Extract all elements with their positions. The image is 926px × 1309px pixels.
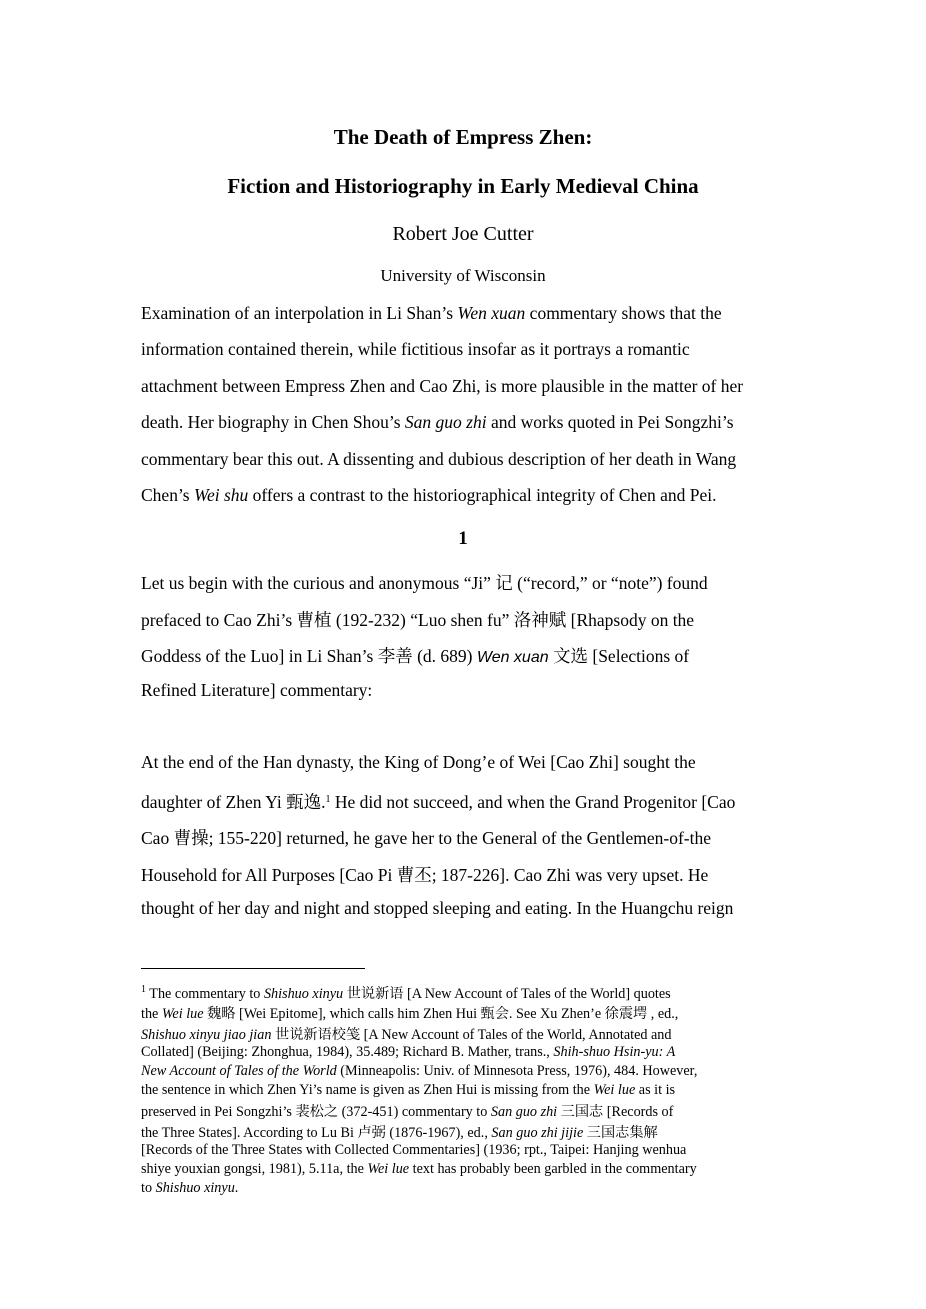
section-number: 1 (458, 528, 468, 549)
abstract-line: commentary bear this out. A dissenting and dubious description of her death in Wang (141, 449, 737, 469)
footnote-ref[interactable]: 1 (325, 794, 331, 805)
abstract-line: attachment between Empress Zhen and Cao Zhi, is more plausible in the matter of her (141, 376, 744, 396)
footnote-line: the sentence in which Zhen Yi’s name is given as Zhen Hui is missing from the Wei lue as it is (141, 1082, 676, 1098)
author-affiliation: University of Wisconsin (380, 266, 546, 285)
abstract-line: Chen’s Wei shu offers a contrast to the historiographical integrity of Chen and Pei. (141, 485, 717, 505)
paper-title: The Death of Empress Zhen: (333, 125, 593, 149)
abstract-line: Examination of an interpolation in Li Shan’s Wen xuan commentary shows that the (141, 303, 722, 323)
footnote-line: the Three States]. According to Lu Bi 卢弼 (1876-1967), ed., San guo zhi jijie 三国志集解 (141, 1125, 658, 1141)
footnote-line: $^1$ The commentary to Shishuo xinyu 世说新语 [A New Account of Tales of the World] quotes (141, 984, 671, 1002)
body-line: Goddess of the Luo] in Li Shan’s 李善 (d. 689) Wen xuan 文选 [Selections of (141, 646, 690, 666)
footnote-line: [Records of the Three States with Collected Commentaries] (1936; rpt., Taipei: Hanjing wenhua (141, 1142, 687, 1158)
footnote-line: Collated] (Beijing: Zhonghua, 1984), 35.489; Richard B. Mather, trans., Shih-shuo Hsin-yu: A (141, 1044, 676, 1060)
paper-subtitle: Fiction and Historiography in Early Medieval China (227, 174, 699, 198)
author-name: Robert Joe Cutter (392, 223, 534, 245)
abstract-line: death. Her biography in Chen Shou’s San guo zhi and works quoted in Pei Songzhi’s (141, 412, 734, 432)
footnote-line: to Shishuo xinyu. (141, 1180, 239, 1196)
quote-line: Household for All Purposes [Cao Pi 曹丕; 187-226]. Cao Zhi was very upset. He (141, 865, 709, 885)
body-line: prefaced to Cao Zhi’s 曹植 (192-232) “Luo shen fu” 洛神赋 [Rhapsody on the (141, 610, 695, 630)
quote-line: At the end of the Han dynasty, the King of Dong’e of Wei [Cao Zhi] sought the (141, 752, 696, 772)
quote-line: thought of her day and night and stopped sleeping and eating. In the Huangchu reign (141, 898, 734, 918)
body-line: Refined Literature] commentary: (141, 680, 373, 700)
footnote-line: preserved in Pei Songzhi’s 裴松之 (372-451) commentary to San guo zhi 三国志 [Records of (141, 1104, 674, 1120)
footnote-separator (141, 968, 365, 969)
body-line: Let us begin with the curious and anonymous “Ji” 记 (“record,” or “note”) found (141, 573, 708, 593)
footnote-line: New Account of Tales of the World (Minneapolis: Univ. of Minnesota Press, 1976), 484. However, (141, 1063, 698, 1079)
footnote-line: shiye youxian gongsi, 1981), 5.11a, the Wei lue text has probably been garbled in the commentary (141, 1161, 697, 1177)
quote-line: daughter of Zhen Yi 甄逸.$^1$ He did not succeed, and when the Grand Progenitor [Cao (141, 792, 736, 812)
footnote-marker: 1 (141, 984, 146, 995)
abstract-line: information contained therein, while fictitious insofar as it portrays a romantic (141, 339, 690, 359)
quote-line: Cao 曹操; 155-220] returned, he gave her to the General of the Gentlemen-of-the (141, 828, 711, 848)
footnote-line: the Wei lue 魏略 [Wei Epitome], which calls him Zhen Hui 甄会. See Xu Zhen’e 徐震堮 , ed., (141, 1006, 679, 1022)
footnote-line: Shishuo xinyu jiao jian 世说新语校笺 [A New Account of Tales of the World, Annotated and (141, 1027, 672, 1043)
